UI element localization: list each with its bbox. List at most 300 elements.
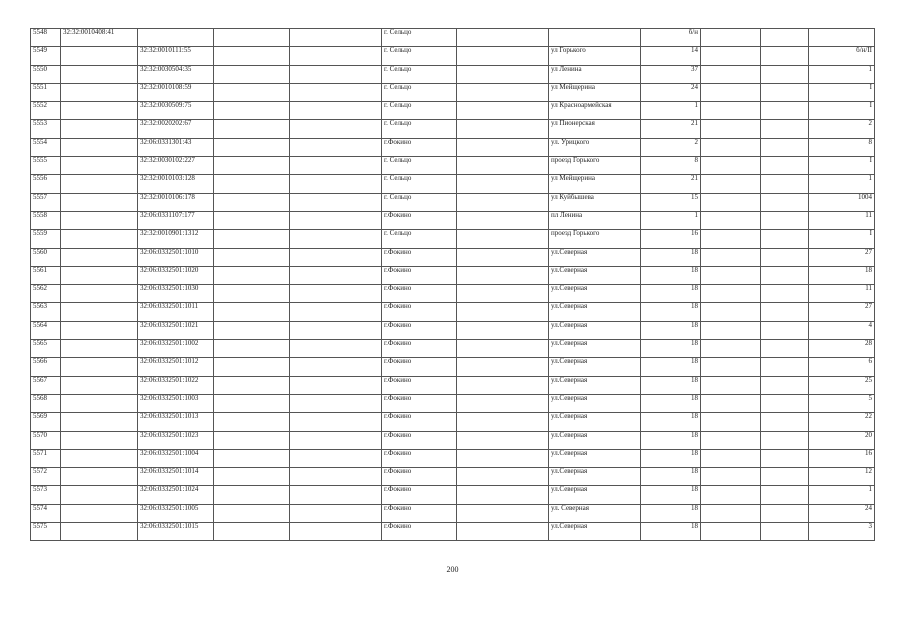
cell-apartment-number: 27 [809, 248, 875, 266]
cell-col-empty-e [761, 47, 809, 65]
cell-cadastral-number-building: 32:06:0332501:1013 [138, 413, 214, 431]
cell-col-empty-d [701, 120, 761, 138]
cell-col-empty-d [701, 504, 761, 522]
cell-col-empty-a [214, 266, 290, 284]
table-row [31, 47, 875, 65]
cell-cadastral-number-parcel [61, 157, 138, 175]
cell-col-empty-c [457, 266, 549, 284]
cell-col-empty-c [457, 230, 549, 248]
cell-col-empty-a [214, 449, 290, 467]
cell-house-number: б/н [641, 29, 701, 47]
cell-street: ул.Северная [549, 431, 641, 449]
cell-apartment-number: 1004 [809, 193, 875, 211]
table-row [31, 504, 875, 522]
cell-cadastral-number-parcel [61, 394, 138, 412]
cell-row-number: 5569 [31, 413, 61, 431]
cell-locality: г. Сельцо [382, 175, 457, 193]
cell-house-number: 14 [641, 47, 701, 65]
cell-street: ул Ленина [549, 65, 641, 83]
cell-col-empty-a [214, 504, 290, 522]
cell-cadastral-number-building: 32:06:0332501:1010 [138, 248, 214, 266]
cell-col-empty-a [214, 175, 290, 193]
table-row [31, 394, 875, 412]
cell-row-number: 5552 [31, 102, 61, 120]
cell-col-empty-b [290, 394, 382, 412]
cell-locality: г. Сельцо [382, 157, 457, 175]
cell-street: ул.Северная [549, 358, 641, 376]
cell-cadastral-number-building: 32:06:0332501:1014 [138, 468, 214, 486]
cell-col-empty-a [214, 47, 290, 65]
cell-col-empty-d [701, 175, 761, 193]
cell-house-number: 21 [641, 175, 701, 193]
cell-col-empty-b [290, 138, 382, 156]
cell-col-empty-d [701, 266, 761, 284]
cell-apartment-number: 1 [809, 486, 875, 504]
cell-col-empty-e [761, 230, 809, 248]
cell-house-number: 18 [641, 266, 701, 284]
cell-col-empty-e [761, 303, 809, 321]
cell-cadastral-number-parcel [61, 175, 138, 193]
table-row [31, 431, 875, 449]
cell-col-empty-c [457, 303, 549, 321]
cell-street: ул.Северная [549, 413, 641, 431]
table-row [31, 376, 875, 394]
cell-col-empty-c [457, 157, 549, 175]
cell-row-number: 5557 [31, 193, 61, 211]
cell-row-number: 5554 [31, 138, 61, 156]
table-row [31, 285, 875, 303]
cell-cadastral-number-parcel [61, 523, 138, 541]
cell-col-empty-e [761, 340, 809, 358]
cell-cadastral-number-building: 32:32:0010108:59 [138, 83, 214, 101]
cell-col-empty-a [214, 211, 290, 229]
cell-col-empty-e [761, 523, 809, 541]
table-row [31, 102, 875, 120]
cell-col-empty-d [701, 376, 761, 394]
cell-col-empty-c [457, 340, 549, 358]
cell-col-empty-d [701, 47, 761, 65]
cell-col-empty-e [761, 175, 809, 193]
cell-col-empty-d [701, 358, 761, 376]
cell-apartment-number: 12 [809, 468, 875, 486]
cell-apartment-number: 27 [809, 303, 875, 321]
table-row [31, 266, 875, 284]
cell-cadastral-number-parcel [61, 83, 138, 101]
cell-cadastral-number-parcel [61, 340, 138, 358]
cell-apartment-number: I [809, 83, 875, 101]
table-row [31, 303, 875, 321]
cell-cadastral-number-parcel [61, 266, 138, 284]
table-row [31, 193, 875, 211]
cell-col-empty-a [214, 303, 290, 321]
table-row [31, 449, 875, 467]
cell-col-empty-d [701, 413, 761, 431]
cell-apartment-number: 18 [809, 266, 875, 284]
cell-cadastral-number-parcel [61, 248, 138, 266]
cell-house-number: 37 [641, 65, 701, 83]
cell-locality: г. Сельцо [382, 47, 457, 65]
cell-col-empty-e [761, 248, 809, 266]
cell-locality: г.Фокино [382, 303, 457, 321]
cell-col-empty-d [701, 303, 761, 321]
page-number: 200 [446, 565, 459, 574]
cell-row-number: 5560 [31, 248, 61, 266]
cell-col-empty-a [214, 321, 290, 339]
cell-cadastral-number-building: 32:32:0010103:128 [138, 175, 214, 193]
cell-locality: г.Фокино [382, 504, 457, 522]
cell-col-empty-d [701, 523, 761, 541]
cell-col-empty-c [457, 248, 549, 266]
table-row [31, 83, 875, 101]
table-row [31, 468, 875, 486]
cell-col-empty-b [290, 413, 382, 431]
cell-col-empty-b [290, 157, 382, 175]
cell-street: проезд Горького [549, 230, 641, 248]
cell-house-number: 18 [641, 321, 701, 339]
cell-col-empty-d [701, 211, 761, 229]
cell-row-number: 5570 [31, 431, 61, 449]
cell-col-empty-a [214, 193, 290, 211]
cell-col-empty-a [214, 413, 290, 431]
table-row [31, 29, 875, 47]
cell-col-empty-b [290, 285, 382, 303]
cell-house-number: 15 [641, 193, 701, 211]
cell-house-number: 18 [641, 431, 701, 449]
cell-col-empty-e [761, 431, 809, 449]
cell-cadastral-number-building: 32:06:0332501:1004 [138, 449, 214, 467]
cell-cadastral-number-building: 32:06:0332501:1011 [138, 303, 214, 321]
cell-street: ул.Северная [549, 523, 641, 541]
cell-house-number: 18 [641, 486, 701, 504]
cell-cadastral-number-building: 32:06:0332501:1012 [138, 358, 214, 376]
cell-street: ул.Северная [549, 321, 641, 339]
table-row [31, 157, 875, 175]
cell-locality: г.Фокино [382, 394, 457, 412]
cell-col-empty-d [701, 193, 761, 211]
cell-row-number: 5563 [31, 303, 61, 321]
cell-house-number: 2 [641, 138, 701, 156]
cell-street: ул.Северная [549, 376, 641, 394]
cell-row-number: 5568 [31, 394, 61, 412]
cell-col-empty-e [761, 29, 809, 47]
cell-col-empty-b [290, 175, 382, 193]
cell-apartment-number [809, 29, 875, 47]
cell-apartment-number: 1 [809, 65, 875, 83]
cell-col-empty-b [290, 504, 382, 522]
cell-cadastral-number-building: 32:06:0331301:43 [138, 138, 214, 156]
cell-col-empty-c [457, 449, 549, 467]
cell-col-empty-e [761, 266, 809, 284]
cell-street: ул.Северная [549, 340, 641, 358]
cell-col-empty-b [290, 523, 382, 541]
cell-apartment-number: 16 [809, 449, 875, 467]
cell-col-empty-b [290, 83, 382, 101]
cell-cadastral-number-parcel [61, 285, 138, 303]
cell-col-empty-b [290, 211, 382, 229]
table-row [31, 486, 875, 504]
cell-apartment-number: 6 [809, 358, 875, 376]
cell-col-empty-b [290, 358, 382, 376]
cell-house-number: 18 [641, 248, 701, 266]
cell-apartment-number: 25 [809, 376, 875, 394]
cell-street: ул Пионерская [549, 120, 641, 138]
cell-col-empty-a [214, 29, 290, 47]
cell-locality: г. Сельцо [382, 230, 457, 248]
cell-street: ул.Северная [549, 303, 641, 321]
cell-col-empty-c [457, 394, 549, 412]
cell-row-number: 5567 [31, 376, 61, 394]
cell-row-number: 5572 [31, 468, 61, 486]
cell-apartment-number: б/н/II [809, 47, 875, 65]
cell-col-empty-e [761, 376, 809, 394]
cell-street: ул.Северная [549, 266, 641, 284]
cell-cadastral-number-parcel [61, 211, 138, 229]
cell-apartment-number: 4 [809, 321, 875, 339]
cell-row-number: 5559 [31, 230, 61, 248]
cell-col-empty-c [457, 321, 549, 339]
cell-col-empty-c [457, 413, 549, 431]
cell-locality: г.Фокино [382, 321, 457, 339]
cell-col-empty-d [701, 449, 761, 467]
cell-house-number: 18 [641, 376, 701, 394]
cell-house-number: 18 [641, 394, 701, 412]
cell-row-number: 5550 [31, 65, 61, 83]
cell-locality: г.Фокино [382, 486, 457, 504]
cell-house-number: 24 [641, 83, 701, 101]
cell-cadastral-number-building: 32:32:0010901:1312 [138, 230, 214, 248]
cell-apartment-number: 2 [809, 120, 875, 138]
cell-row-number: 5548 [31, 29, 61, 47]
cell-cadastral-number-building: 32:06:0332501:1021 [138, 321, 214, 339]
cell-col-empty-e [761, 285, 809, 303]
cell-col-empty-a [214, 65, 290, 83]
cell-col-empty-a [214, 120, 290, 138]
cell-locality: г.Фокино [382, 358, 457, 376]
cell-col-empty-c [457, 47, 549, 65]
cell-street: ул. Северная [549, 504, 641, 522]
cell-col-empty-b [290, 248, 382, 266]
cell-cadastral-number-building: 32:06:0331107:177 [138, 211, 214, 229]
cell-row-number: 5555 [31, 157, 61, 175]
cell-cadastral-number-parcel [61, 120, 138, 138]
cell-house-number: 18 [641, 468, 701, 486]
cell-cadastral-number-parcel [61, 504, 138, 522]
cell-col-empty-a [214, 83, 290, 101]
table-row [31, 175, 875, 193]
cell-apartment-number: 28 [809, 340, 875, 358]
cell-street: ул Куйбышева [549, 193, 641, 211]
cell-cadastral-number-parcel [61, 47, 138, 65]
cell-col-empty-a [214, 486, 290, 504]
table-row [31, 358, 875, 376]
cell-cadastral-number-building: 32:06:0332501:1024 [138, 486, 214, 504]
cell-row-number: 5575 [31, 523, 61, 541]
cell-col-empty-d [701, 29, 761, 47]
cell-cadastral-number-building: 32:06:0332501:1005 [138, 504, 214, 522]
cell-locality: г.Фокино [382, 523, 457, 541]
cell-col-empty-c [457, 175, 549, 193]
cell-col-empty-b [290, 431, 382, 449]
cell-house-number: 8 [641, 157, 701, 175]
cell-col-empty-b [290, 102, 382, 120]
cell-col-empty-b [290, 468, 382, 486]
cell-street: ул.Северная [549, 486, 641, 504]
cell-col-empty-d [701, 340, 761, 358]
cell-locality: г.Фокино [382, 248, 457, 266]
cell-col-empty-c [457, 376, 549, 394]
cell-col-empty-a [214, 285, 290, 303]
cell-col-empty-a [214, 376, 290, 394]
cell-row-number: 5551 [31, 83, 61, 101]
cell-cadastral-number-parcel [61, 138, 138, 156]
cell-locality: г. Сельцо [382, 120, 457, 138]
cell-locality: г. Сельцо [382, 83, 457, 101]
cell-col-empty-d [701, 321, 761, 339]
cell-row-number: 5573 [31, 486, 61, 504]
cell-locality: г.Фокино [382, 449, 457, 467]
cell-house-number: 18 [641, 413, 701, 431]
cell-col-empty-e [761, 65, 809, 83]
cell-col-empty-a [214, 248, 290, 266]
cell-cadastral-number-building: 32:06:0332501:1020 [138, 266, 214, 284]
table-row [31, 138, 875, 156]
table-row [31, 65, 875, 83]
cell-locality: г.Фокино [382, 431, 457, 449]
cell-col-empty-d [701, 230, 761, 248]
cell-col-empty-b [290, 193, 382, 211]
cell-col-empty-c [457, 83, 549, 101]
cell-street: ул.Северная [549, 449, 641, 467]
cell-apartment-number: 1 [809, 175, 875, 193]
cell-col-empty-b [290, 29, 382, 47]
cell-street: ул Горького [549, 47, 641, 65]
cell-col-empty-e [761, 449, 809, 467]
cell-cadastral-number-building: 32:06:0332501:1023 [138, 431, 214, 449]
cell-street: ул.Северная [549, 468, 641, 486]
cell-house-number: 18 [641, 449, 701, 467]
cell-col-empty-c [457, 523, 549, 541]
cell-col-empty-b [290, 303, 382, 321]
cell-col-empty-d [701, 468, 761, 486]
cell-row-number: 5553 [31, 120, 61, 138]
cell-locality: г.Фокино [382, 468, 457, 486]
cell-cadastral-number-building: 32:32:0010111:55 [138, 47, 214, 65]
cell-row-number: 5574 [31, 504, 61, 522]
cell-col-empty-e [761, 193, 809, 211]
table-body [31, 29, 875, 541]
cell-col-empty-c [457, 486, 549, 504]
cell-house-number: 18 [641, 340, 701, 358]
cell-house-number: 18 [641, 523, 701, 541]
table-row [31, 248, 875, 266]
cell-col-empty-a [214, 138, 290, 156]
cell-locality: г.Фокино [382, 138, 457, 156]
cell-col-empty-c [457, 102, 549, 120]
cell-col-empty-a [214, 340, 290, 358]
cell-col-empty-d [701, 431, 761, 449]
cell-locality: г.Фокино [382, 211, 457, 229]
cell-row-number: 5561 [31, 266, 61, 284]
cell-col-empty-a [214, 157, 290, 175]
cell-col-empty-c [457, 193, 549, 211]
table-row [31, 321, 875, 339]
cell-cadastral-number-building: 32:06:0332501:1002 [138, 340, 214, 358]
cell-col-empty-e [761, 394, 809, 412]
cell-col-empty-c [457, 504, 549, 522]
cell-cadastral-number-building: 32:06:0332501:1003 [138, 394, 214, 412]
cell-apartment-number: 5 [809, 394, 875, 412]
cell-cadastral-number-parcel [61, 303, 138, 321]
cell-cadastral-number-parcel [61, 413, 138, 431]
cell-street [549, 29, 641, 47]
cell-house-number: 1 [641, 102, 701, 120]
cell-col-empty-a [214, 431, 290, 449]
cell-cadastral-number-parcel [61, 376, 138, 394]
cell-house-number: 18 [641, 358, 701, 376]
cell-col-empty-a [214, 468, 290, 486]
cell-row-number: 5564 [31, 321, 61, 339]
cell-col-empty-b [290, 266, 382, 284]
cell-col-empty-c [457, 358, 549, 376]
cell-col-empty-a [214, 230, 290, 248]
cell-cadastral-number-building: 32:06:0332501:1015 [138, 523, 214, 541]
cell-apartment-number: 3 [809, 523, 875, 541]
cell-cadastral-number-parcel: 32:32:0010408:41 [61, 29, 138, 47]
cell-col-empty-e [761, 138, 809, 156]
table-row [31, 120, 875, 138]
cell-col-empty-b [290, 486, 382, 504]
cell-row-number: 5556 [31, 175, 61, 193]
cell-col-empty-c [457, 120, 549, 138]
cell-apartment-number: 11 [809, 211, 875, 229]
cell-cadastral-number-building: 32:32:0030504:35 [138, 65, 214, 83]
cell-col-empty-e [761, 468, 809, 486]
cell-cadastral-number-parcel [61, 321, 138, 339]
cell-col-empty-e [761, 321, 809, 339]
cell-locality: г.Фокино [382, 266, 457, 284]
cell-house-number: 16 [641, 230, 701, 248]
cell-col-empty-a [214, 358, 290, 376]
cell-col-empty-e [761, 413, 809, 431]
cell-cadastral-number-parcel [61, 468, 138, 486]
cell-cadastral-number-building: 32:06:0332501:1022 [138, 376, 214, 394]
cell-row-number: 5562 [31, 285, 61, 303]
cell-street: ул.Северная [549, 248, 641, 266]
cell-col-empty-d [701, 102, 761, 120]
cell-row-number: 5566 [31, 358, 61, 376]
cell-cadastral-number-building: 32:32:0020202:67 [138, 120, 214, 138]
cell-locality: г. Сельцо [382, 102, 457, 120]
table-row [31, 340, 875, 358]
cell-apartment-number: 24 [809, 504, 875, 522]
table-row [31, 230, 875, 248]
cell-locality: г. Сельцо [382, 29, 457, 47]
cell-col-empty-b [290, 340, 382, 358]
cell-house-number: 21 [641, 120, 701, 138]
cell-street: ул.Северная [549, 394, 641, 412]
cell-locality: г. Сельцо [382, 193, 457, 211]
cell-col-empty-b [290, 449, 382, 467]
cell-col-empty-b [290, 120, 382, 138]
cell-row-number: 5549 [31, 47, 61, 65]
cell-house-number: 18 [641, 303, 701, 321]
cell-col-empty-e [761, 83, 809, 101]
cell-col-empty-b [290, 230, 382, 248]
cell-cadastral-number-parcel [61, 65, 138, 83]
cell-locality: г. Сельцо [382, 65, 457, 83]
cell-apartment-number: I [809, 102, 875, 120]
cell-apartment-number: 8 [809, 138, 875, 156]
